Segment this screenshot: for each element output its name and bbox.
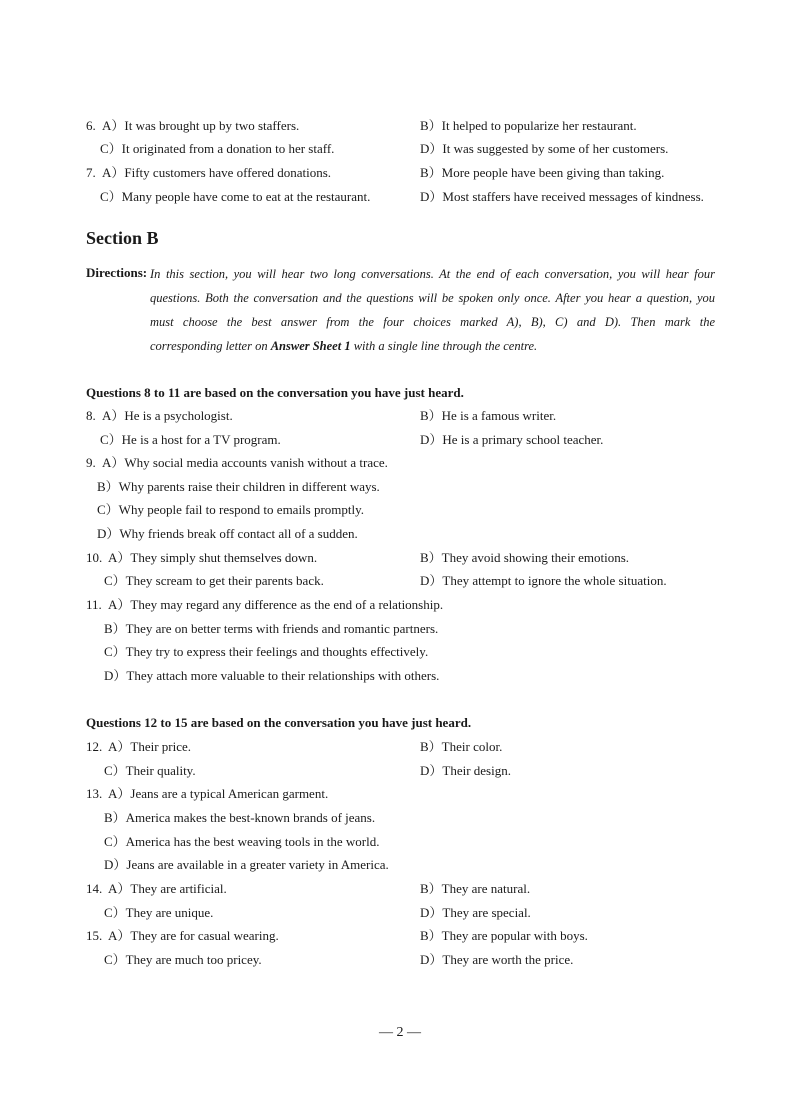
question-12-number: 12. — [86, 739, 103, 754]
question-9-option-c: C）Why people fail to respond to emails promptly. — [97, 502, 365, 517]
question-12-option-a: A）Their price. — [108, 739, 192, 754]
page-number: — 2 — — [379, 1025, 421, 1040]
question-11-option-a: A）They may regard any difference as the end of a relationship. — [108, 597, 444, 612]
section-b-title: Section B — [86, 228, 159, 248]
question-9-number: 9. — [86, 455, 96, 470]
directions-line-1: In this section, you will hear two long conversations. At the end of each conversation, you will hear four — [150, 267, 715, 281]
directions-line-2: questions. Both the conversation and the questions will be spoken only once. After you hear a question, you — [150, 291, 715, 305]
question-11-option-b: B）They are on better terms with friends and romantic partners. — [104, 621, 439, 636]
question-14-option-b: B）They are natural. — [420, 881, 531, 896]
question-13-option-a: A）Jeans are a typical American garment. — [108, 786, 329, 801]
question-11-option-c: C）They try to express their feelings and thoughts effectively. — [104, 644, 429, 659]
question-11-number: 11. — [86, 597, 102, 612]
question-13-option-d: D）Jeans are available in a greater variety in America. — [104, 857, 389, 872]
question-6-option-d: D）It was suggested by some of her customers. — [420, 141, 669, 156]
question-6-option-a: A）It was brought up by two staffers. — [102, 118, 300, 133]
question-7-number: 7. — [86, 165, 96, 180]
directions-label: Directions: — [86, 265, 148, 280]
directions-line-4-text: corresponding letter on — [150, 339, 268, 353]
question-8-option-d: D）He is a primary school teacher. — [420, 432, 604, 447]
question-15-option-c: C）They are much too pricey. — [104, 952, 262, 967]
question-15-option-b: B）They are popular with boys. — [420, 928, 588, 943]
question-6-option-c: C）It originated from a donation to her staff. — [100, 141, 335, 156]
question-13-option-c: C）America has the best weaving tools in the world. — [104, 834, 380, 849]
question-6-number: 6. — [86, 118, 96, 133]
answer-sheet-label: Answer Sheet 1 — [270, 339, 351, 353]
question-10-option-a: A）They simply shut themselves down. — [108, 550, 318, 565]
question-8-option-c: C）He is a host for a TV program. — [100, 432, 281, 447]
question-10-number: 10. — [86, 550, 103, 565]
question-7-option-d: D）Most staffers have received messages of kindness. — [420, 189, 704, 204]
group-2-heading: Questions 12 to 15 are based on the conversation you have just heard. — [86, 715, 472, 730]
question-14-number: 14. — [86, 881, 103, 896]
question-10-option-b: B）They avoid showing their emotions. — [420, 550, 630, 565]
question-7-option-a: A）Fifty customers have offered donations. — [102, 165, 332, 180]
question-8-option-a: A）He is a psychologist. — [102, 408, 233, 423]
question-11-option-d: D）They attach more valuable to their relationships with others. — [104, 668, 440, 683]
question-14-option-a: A）They are artificial. — [108, 881, 227, 896]
question-8-number: 8. — [86, 408, 96, 423]
question-9-option-a: A）Why social media accounts vanish without a trace. — [102, 455, 388, 470]
question-15-option-a: A）They are for casual wearing. — [108, 928, 279, 943]
directions-line-3: must choose the best answer from the four choices marked A), B), C) and D). Then mark the — [150, 315, 715, 329]
question-14-option-d: D）They are special. — [420, 905, 531, 920]
question-13-option-b: B）America makes the best-known brands of jeans. — [104, 810, 376, 825]
group-1-heading: Questions 8 to 11 are based on the conversation you have just heard. — [86, 385, 464, 400]
question-7-option-c: C）Many people have come to eat at the restaurant. — [100, 189, 371, 204]
question-7-option-b: B）More people have been giving than taking. — [420, 165, 665, 180]
question-15-number: 15. — [86, 928, 103, 943]
question-9-option-d: D）Why friends break off contact all of a sudden. — [97, 526, 358, 541]
question-12-option-b: B）Their color. — [420, 739, 503, 754]
question-10-option-d: D）They attempt to ignore the whole situation. — [420, 573, 667, 588]
question-9-option-b: B）Why parents raise their children in different ways. — [97, 479, 380, 494]
question-14-option-c: C）They are unique. — [104, 905, 214, 920]
directions-end: with a single line through the centre. — [353, 339, 538, 353]
question-8-option-b: B）He is a famous writer. — [420, 408, 557, 423]
directions-line-4 — [150, 338, 715, 354]
question-6-option-b: B）It helped to popularize her restaurant. — [420, 118, 637, 133]
question-13-number: 13. — [86, 786, 103, 801]
question-12-option-c: C）Their quality. — [104, 763, 196, 778]
question-15-option-d: D）They are worth the price. — [420, 952, 574, 967]
question-10-option-c: C）They scream to get their parents back. — [104, 573, 324, 588]
question-12-option-d: D）Their design. — [420, 763, 511, 778]
